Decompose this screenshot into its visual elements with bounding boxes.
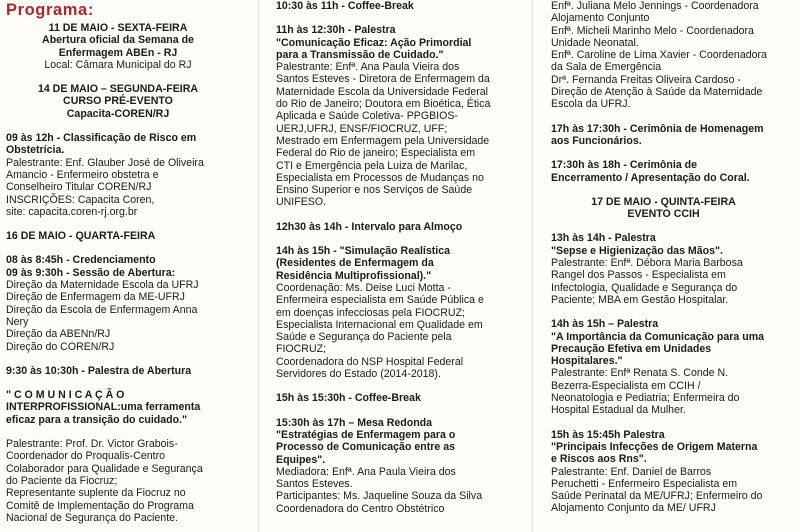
spacer [6,377,230,389]
spacer [276,405,498,417]
spacer [6,353,230,365]
programa-title: Programa: [6,1,94,19]
column-divider [532,0,533,532]
spacer [551,220,776,232]
program-text: Direção da Maternidade Escola da UFRJ Direção de Enfermagem da ME-UFRJ Direção da Escola de Enfermagem Anna Nery Direção da ABENn/RJ Direção do COREN/RJ [6,279,199,353]
program-heading: 15:30h às 17h – Mesa Redonda "Estratégias de Enfermagem para o Processo de Comunicação entre as Equipes". [276,416,456,466]
spacer [551,417,776,429]
program-text: Palestrante: Enfª. Débora Maria Barbosa Rangel dos Passos - Especialista em Infectologia, Qualidade e Segurança do Paciente; MBA em Gestão Hospitalar. [551,257,743,306]
spacer [276,233,498,245]
program-heading: 12h30 às 14h - Intervalo para Almoço [276,220,463,233]
program-heading: 15h às 15:45h Palestra "Principais Infecções de Origem Materna e Riscos aos Rns". [551,428,758,466]
program-column-2 [276,0,498,532]
spacer [276,380,498,392]
program-text: Local: Câmara Municipal do RJ [44,58,192,71]
program-text: Palestrante: Enf. Glauber José de Oliveira Amancio - Enfermeiro obstetra e Conselheiro Titular COREN/RJ INSCRIÇÕES: Capacita Coren, site: capacita.coren-rj.org.br [6,156,204,218]
program-heading: " C O M U N I C A Ç Ã O INTERPROFISSIONAL:uma ferramenta eficaz para a transição do cuidado." [6,389,201,426]
column-divider [258,0,259,532]
program-heading: 9:30 às 10:30h - Palestra de Abertura [6,364,192,377]
program-text: Enfª. Juliana Melo Jennings - Coordenadora Alojamento Conjunto Enfª. Micheli Marinho Melo - Coordenadora Unidade Neonatal. Enfª. Caroline de Lima Xavier - Coordenadora da Sala de Emergência Drª. Fernanda Freitas Oliveira Cardoso - Direção de Atenção à Saúde da Maternidade Escola da UFRJ. [551,0,767,111]
program-heading: 11 DE MAIO - SEXTA-FEIRA Abertura oficial da Semana de Enfermagem ABEn - RJ [42,22,194,59]
spacer [6,426,230,438]
program-text: Palestrante: Enfª Renata S. Conde N. Bezerra-Especialista em CCIH / Neonatologia e Pediatria; Enfermeira do Hospital Estadual da Mulher. [551,367,740,417]
program-text: Palestrante: Enfª. Ana Paula Vieira dos Santos Esteves - Diretora de Enfermagem da Maternidade Escola da Universidade Federal do Rio de Janeiro; Doutora em Bioética, Ética Aplicada e Saúde Coletiva- PPGBIOS- UERJ,UFRJ, ENSF/FIOCRUZ, UFF; Mestrado em Enfermagem pela Universidade Federal do Rio de janeiro; Especialista em CTI e Emergência pela Luiza de Marilac, Especialista em Processos de Mudanças no Ensino Superior e nos Serviços de Saúde UNIFESO. [276,61,491,209]
spacer [6,242,230,254]
spacer [551,147,776,159]
program-column-3 [551,0,776,532]
program-text: Coordenação: Ms. Deise Luci Motta - Enfermeira especialista em Saúde Pública e em doenças infecciosas pela FIOCRUZ; Especialista Internacional em Qualidade em Saúde e Segurança do Paciente pela FIOCRUZ; Coordenadora do NSP Hospital Federal Servidores do Estado (2014-2018). [276,281,484,381]
spacer [6,120,230,132]
program-text: Mediadora: Enfª. Ana Paula Vieira dos Santos Esteves. Participantes: Ms. Jaqueline Souza da Silva Coordenadora do Centro Obstétrico [276,465,483,515]
program-text: Palestrante: Prof. Dr. Victor Grabois- Coordenador do Proqualis-Centro Colaborador para Qualidade e Segurança do Paciente da Fiocruz; Representante suplente da Fiocruz no Comitê de Implementação do Programa Nacional de Segurança do Paciente. [6,438,203,524]
program-heading: 14h às 15h - "Simulação Realística (Residentes de Enfermagem da Residência Multiprofissional)." [276,245,451,282]
program-heading: 17h às 17:30h - Cerimônia de Homenagem aos Funcionários. [551,122,764,147]
spacer [6,218,230,230]
spacer [6,71,230,83]
spacer [276,209,498,221]
program-heading: 13h às 14h - Palestra "Sepse e Higienização das Mãos". [551,232,723,257]
spacer [551,184,776,196]
program-heading: 16 DE MAIO - QUARTA-FEIRA [6,230,156,243]
program-heading: 14h às 15h – Palestra "A Importância da Comunicação para uma Precaução Efetiva em Unidades Hospitalares." [551,318,765,368]
program-heading: 17:30h às 18h - Cerimônia de Encerramento / Apresentação do Coral. [551,159,750,184]
program-heading: 10:30 às 11h - Coffee-Break [276,0,414,12]
program-heading: 17 DE MAIO - QUINTA-FEIRA EVENTO CCIH [591,195,736,221]
program-text: Palestrante: Enf. Daniel de Barros Peruchetti - Enfermeiro Especialista em Saúde Perinatal da ME/UFRJ; Enfermeiro do Alojamento Conjunto da ME/ UFRJ [551,465,763,515]
spacer [551,111,776,123]
program-heading: 15h às 15:30h - Coffee-Break [276,392,421,405]
spacer [551,306,776,318]
spacer [276,12,498,24]
program-column-1 [6,0,230,532]
program-heading: 08 às 8:45h - Credenciamento 09 às 9:30h - Sessão de Abertura: [6,254,176,279]
program-heading: 11h às 12:30h - Palestra "Comunicação Eficaz: Ação Primordial para a Transmissão de Cuidado." [276,24,472,61]
program-heading: 14 DE MAIO – SEGUNDA-FEIRA CURSO PRÉ-EVENTO Capacita-COREN/RJ [37,83,199,120]
program-heading: 09 às 12h - Classificação de Risco em Obstetrícia. [6,132,197,157]
